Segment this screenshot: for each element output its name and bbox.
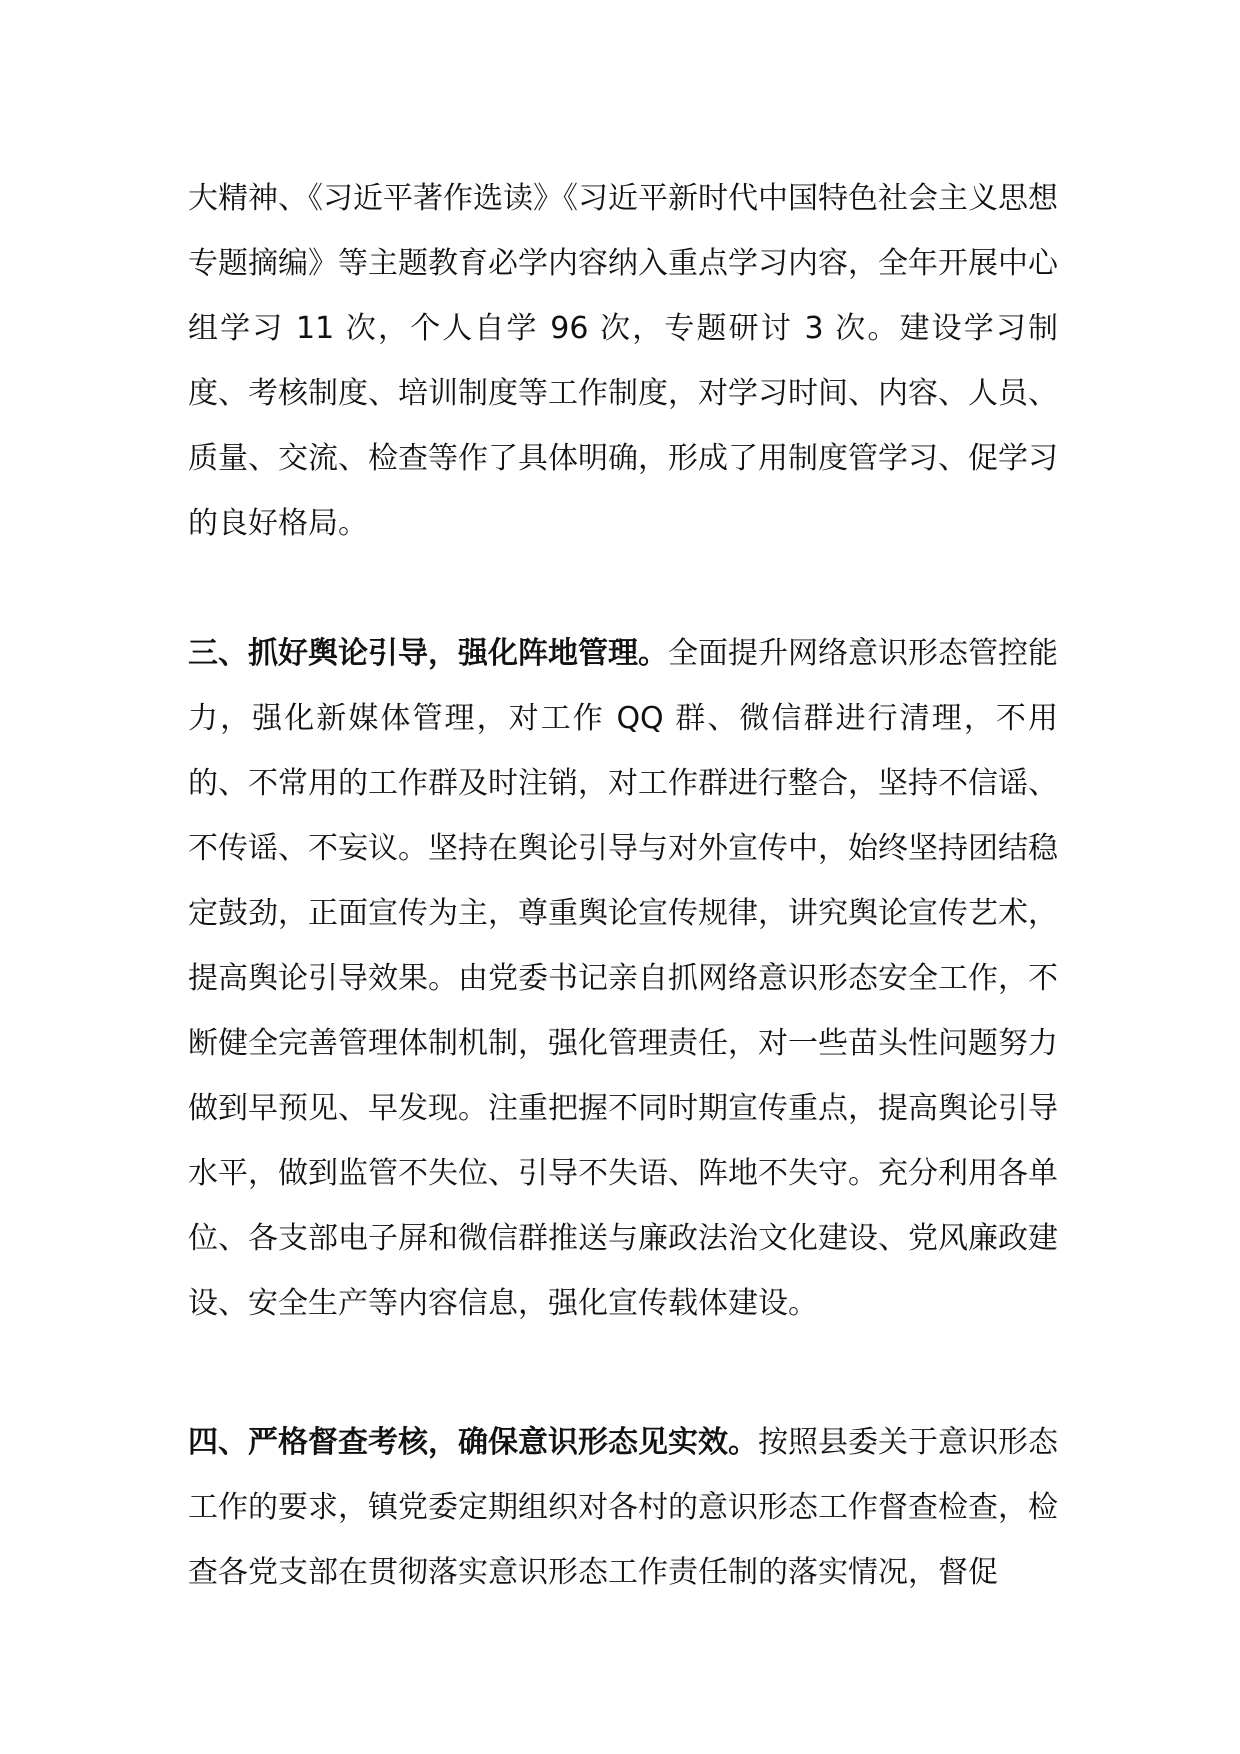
paragraph-study [188, 166, 1058, 556]
section-heading: 四、严格督查考核，确保意识形态见实效。 [188, 1425, 758, 1460]
paragraph-body: 全面提升网络意识形态管控能力，强化新媒体管理，对工作 QQ 群、微信群进行清理，不用的、不常用的工作群及时注销，对工作群进行整合，坚持不信谣、不传谣、不妄议。坚持在舆论引导与对外宣传中，始终坚持团结稳定鼓劲，正面宣传为主，尊重舆论宣传规律，讲究舆论宣传艺术，提高舆论引导效果。由党委书记亲自抓网络意识形态安全工作，不断健全完善管理体制机制，强化管理责任，对一些苗头性问题努力做到早预见、早发现。注重把握不同时期宣传重点，提高舆论引导水平，做到监管不失位、引导不失语、阵地不失守。充分利用各单位、各支部电子屏和微信群推送与廉政法治文化建设、党风廉政建设、安全生产等内容信息，强化宣传载体建设。 [188, 636, 1058, 1321]
section-heading: 三、抓好舆论引导，强化阵地管理。 [188, 636, 668, 671]
paragraph-public-opinion [188, 621, 1058, 1336]
paragraph-body: 大精神、《习近平著作选读》《习近平新时代中国特色社会主义思想专题摘编》等主题教育必学内容纳入重点学习内容，全年开展中心组学习 11 次，个人自学 96 次，专题研讨 3 次。建设学习制度、考核制度、培训制度等工作制度，对学习时间、内容、人员、质量、交流、检查等作了具体明确，形成了用制度管学习、促学习的良好格局。 [188, 181, 1058, 541]
paragraph-supervision [188, 1410, 1058, 1605]
paragraph-body: 按照县委关于意识形态工作的要求，镇党委定期组织对各村的意识形态工作督查检查，检查各党支部在贯彻落实意识形态工作责任制的落实情况，督促 [188, 1425, 1058, 1590]
